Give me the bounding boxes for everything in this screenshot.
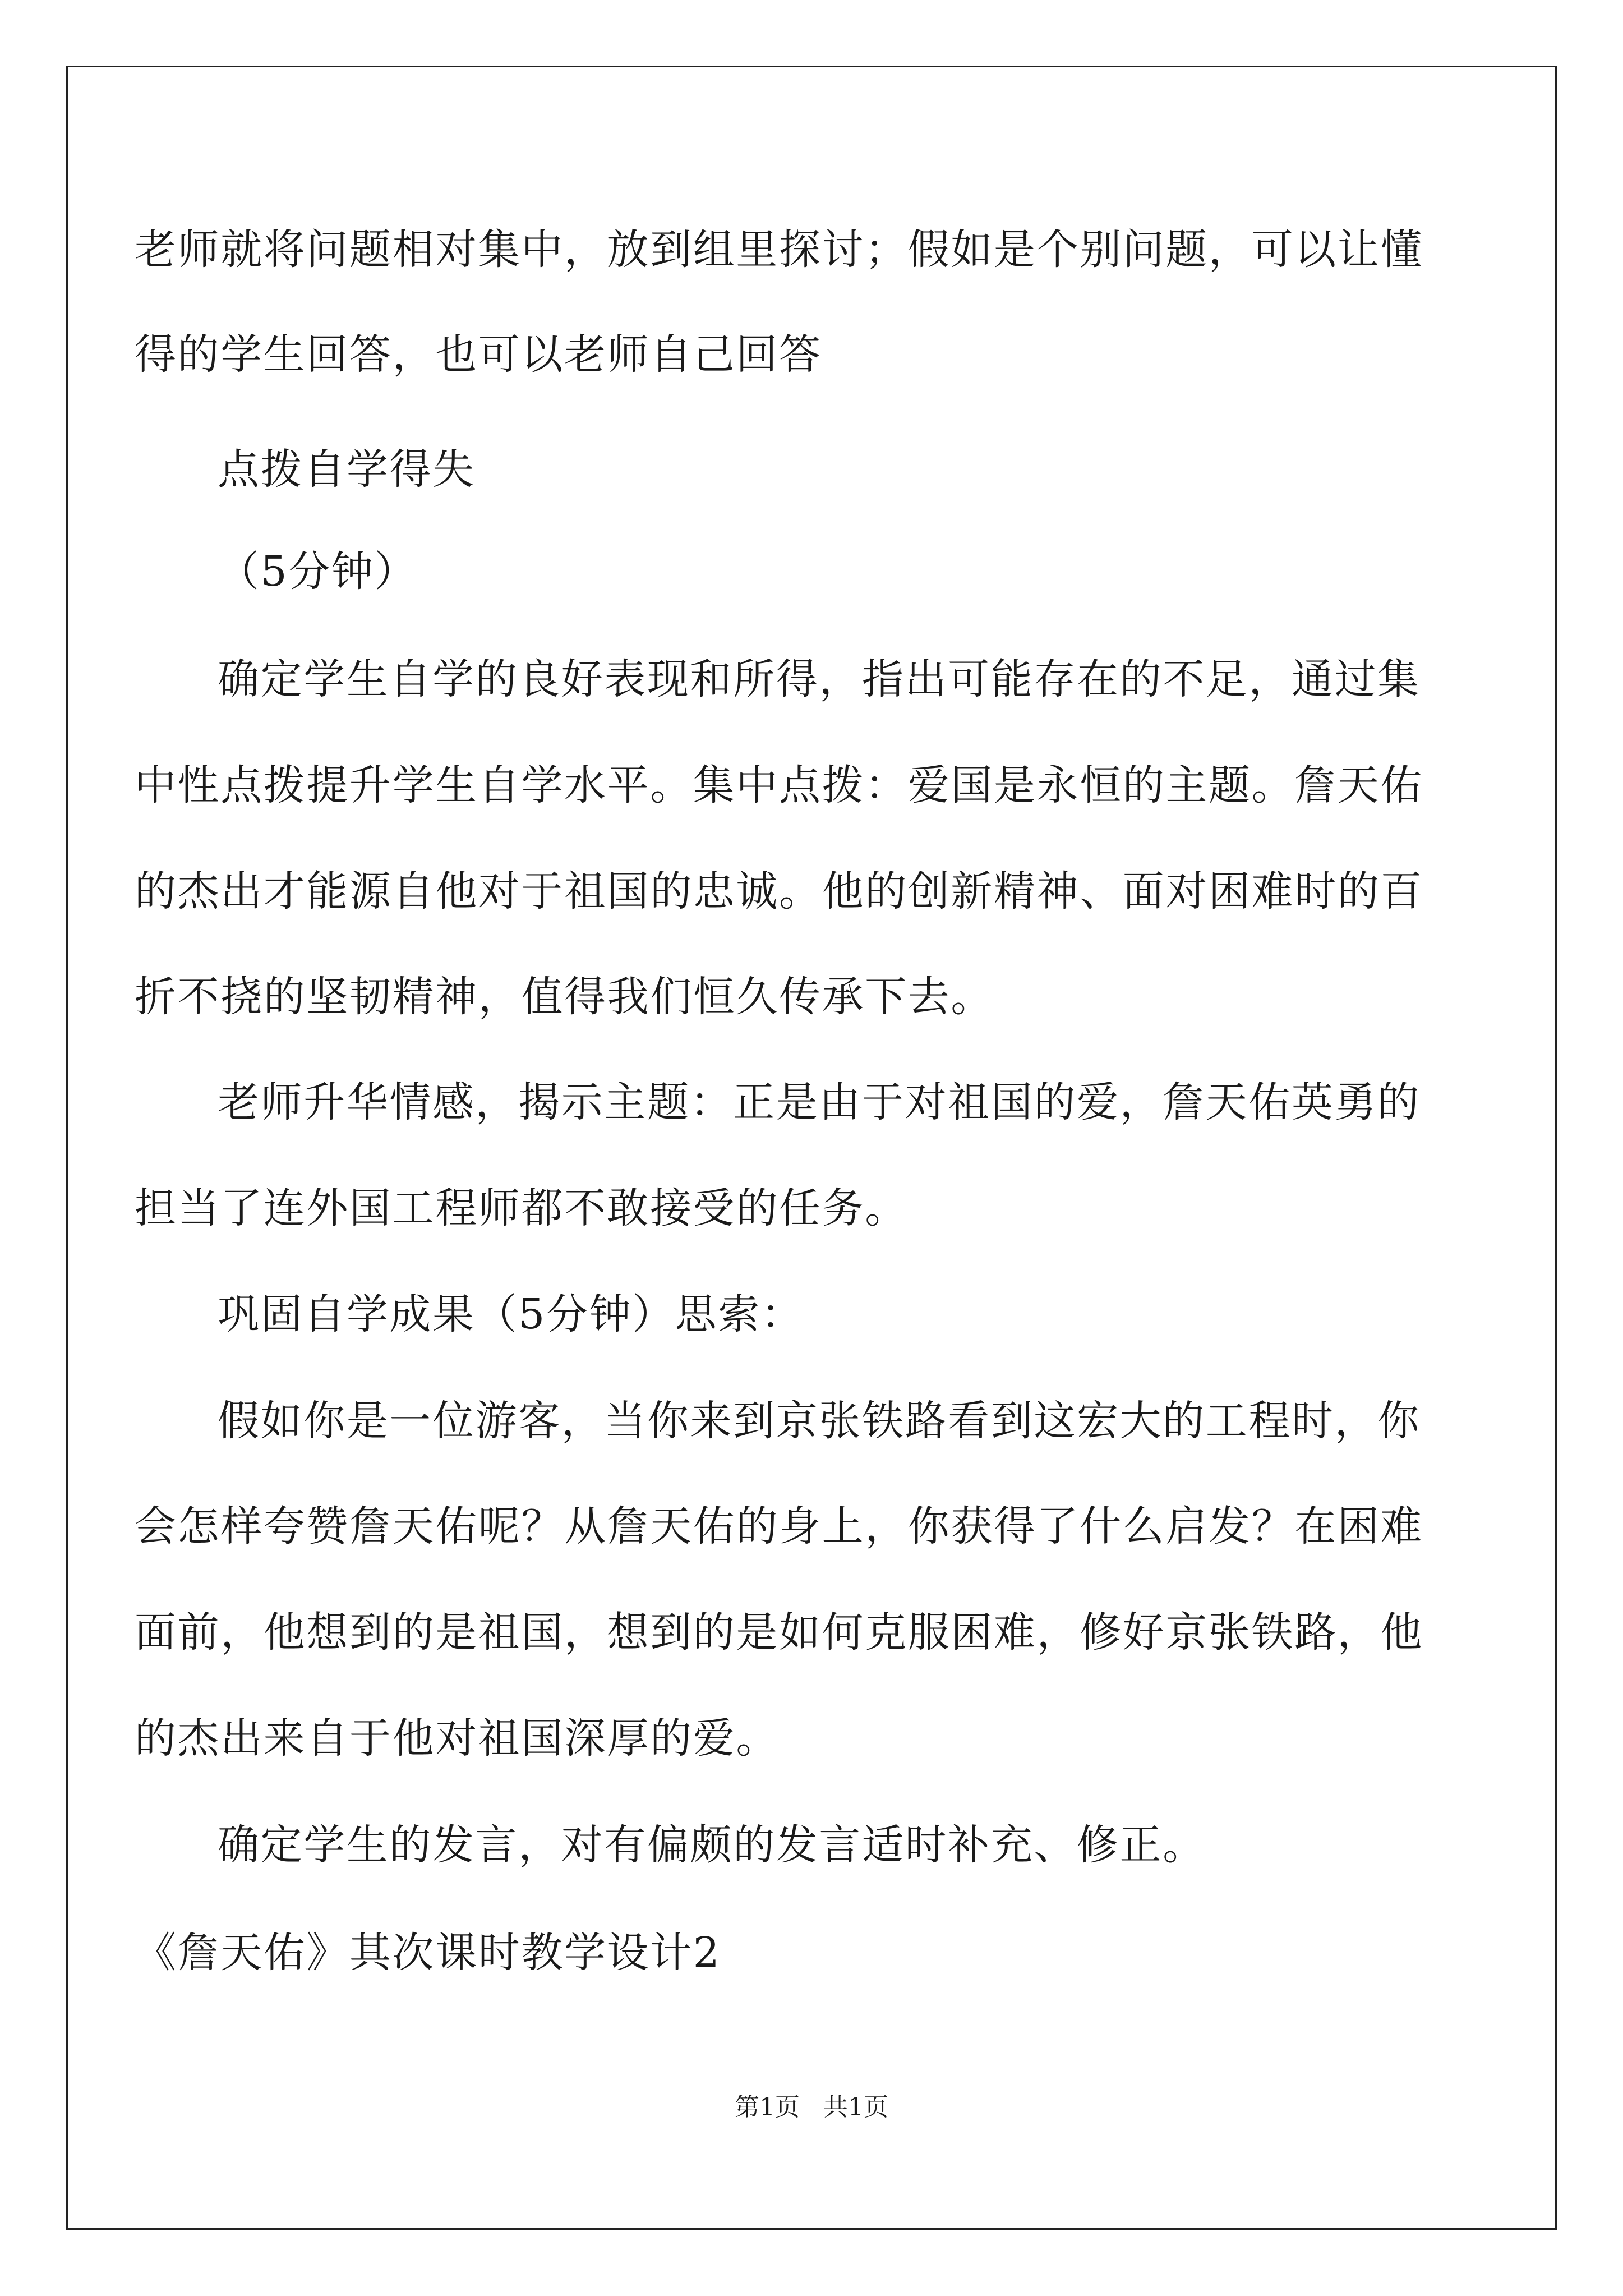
text-line: 面前，他想到的是祖国，想到的是如何克服困难，修好京张铁路，他 bbox=[135, 1608, 1423, 1657]
text-line: 老师就将问题相对集中，放到组里探讨；假如是个别问题，可以让懂 bbox=[135, 226, 1423, 274]
text-line: 老师升华情感，揭示主题：正是由于对祖国的爱，詹天佑英勇的 bbox=[218, 1078, 1421, 1126]
page-number-footer: 第1页 共1页 bbox=[735, 2093, 888, 2122]
page-border bbox=[66, 66, 1557, 2230]
document-title: 《詹天佑》其次课时教学设计2 bbox=[135, 1929, 721, 1977]
text-line: 的杰出才能源自他对于祖国的忠诚。他的创新精神、面对困难时的百 bbox=[135, 867, 1423, 915]
text-line: 假如你是一位游客，当你来到京张铁路看到这宏大的工程时，你 bbox=[218, 1397, 1421, 1445]
text-line: 确定学生自学的良好表现和所得，指出可能存在的不足，通过集 bbox=[218, 655, 1421, 703]
text-line: 中性点拨提升学生自学水平。集中点拨：爱国是永恒的主题。詹天佑 bbox=[135, 761, 1423, 809]
text-line: 的杰出来自于他对祖国深厚的爱。 bbox=[135, 1714, 779, 1763]
text-line: 折不挠的坚韧精神，值得我们恒久传承下去。 bbox=[135, 973, 994, 1021]
text-line: （5分钟） bbox=[218, 547, 418, 596]
text-line: 得的学生回答，也可以老师自己回答 bbox=[135, 330, 822, 379]
text-line: 巩固自学成果（5分钟）思索： bbox=[218, 1290, 804, 1338]
text-line: 会怎样夸赞詹天佑呢？从詹天佑的身上，你获得了什么启发？在困难 bbox=[135, 1502, 1423, 1550]
text-line: 确定学生的发言，对有偏颇的发言适时补充、修正。 bbox=[218, 1821, 1206, 1869]
text-line: 担当了连外国工程师都不敢接受的任务。 bbox=[135, 1184, 908, 1232]
section-heading: 点拨自学得失 bbox=[218, 445, 476, 494]
